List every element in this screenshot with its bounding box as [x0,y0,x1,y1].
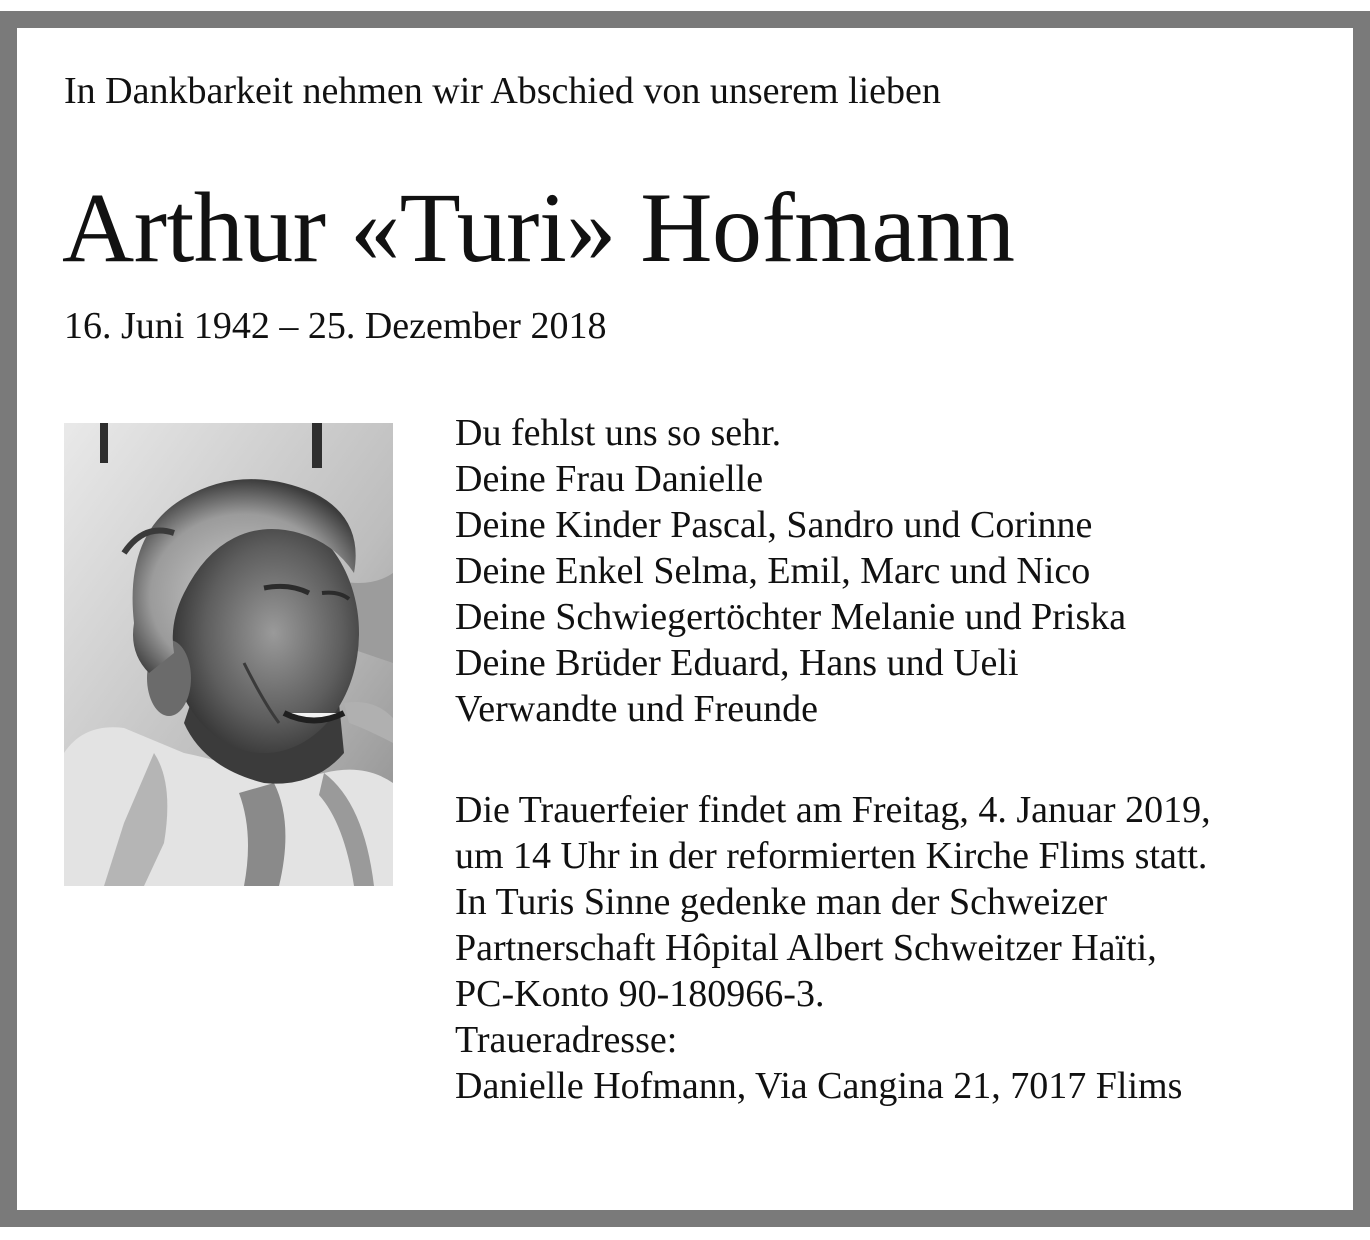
mourner-line: Deine Brüder Eduard, Hans und Ueli [455,642,1019,684]
mourner-line: Deine Schwiegertöchter Melanie und Priska [455,596,1127,638]
donation-info [455,879,1335,1017]
donation-line: In Turis Sinne gedenke man der Schweizer [455,881,1108,923]
mourning-address [455,1017,1335,1109]
service-info [455,787,1335,879]
address-label: Traueradresse: [455,1019,678,1061]
life-dates: 16. Juni 1942 – 25. Dezember 2018 [64,305,607,347]
notice-body [455,410,1335,1109]
mourner-line: Deine Enkel Selma, Emil, Marc und Nico [455,550,1091,592]
donation-line: PC-Konto 90-180966-3. [455,973,825,1015]
portrait-photo-illustration [64,423,393,886]
deceased-name: Arthur «Turi» Hofmann [62,172,1015,283]
donation-line: Partnerschaft Hôpital Albert Schweitzer Haïti, [455,927,1157,969]
mourner-line: Deine Frau Danielle [455,458,764,500]
service-line: Die Trauerfeier findet am Freitag, 4. Januar 2019, [455,789,1211,831]
mourners-list [455,456,1335,732]
mourner-line: Deine Kinder Pascal, Sandro und Corinne [455,504,1093,546]
farewell-message: Du fehlst uns so sehr. [455,412,782,454]
mourner-line: Verwandte und Freunde [455,688,819,730]
portrait-photo [64,423,393,886]
service-line: um 14 Uhr in der reformierten Kirche Flims statt. [455,835,1208,877]
intro-line: In Dankbarkeit nehmen wir Abschied von unserem lieben [64,70,941,112]
address-line: Danielle Hofmann, Via Cangina 21, 7017 Flims [455,1065,1183,1107]
